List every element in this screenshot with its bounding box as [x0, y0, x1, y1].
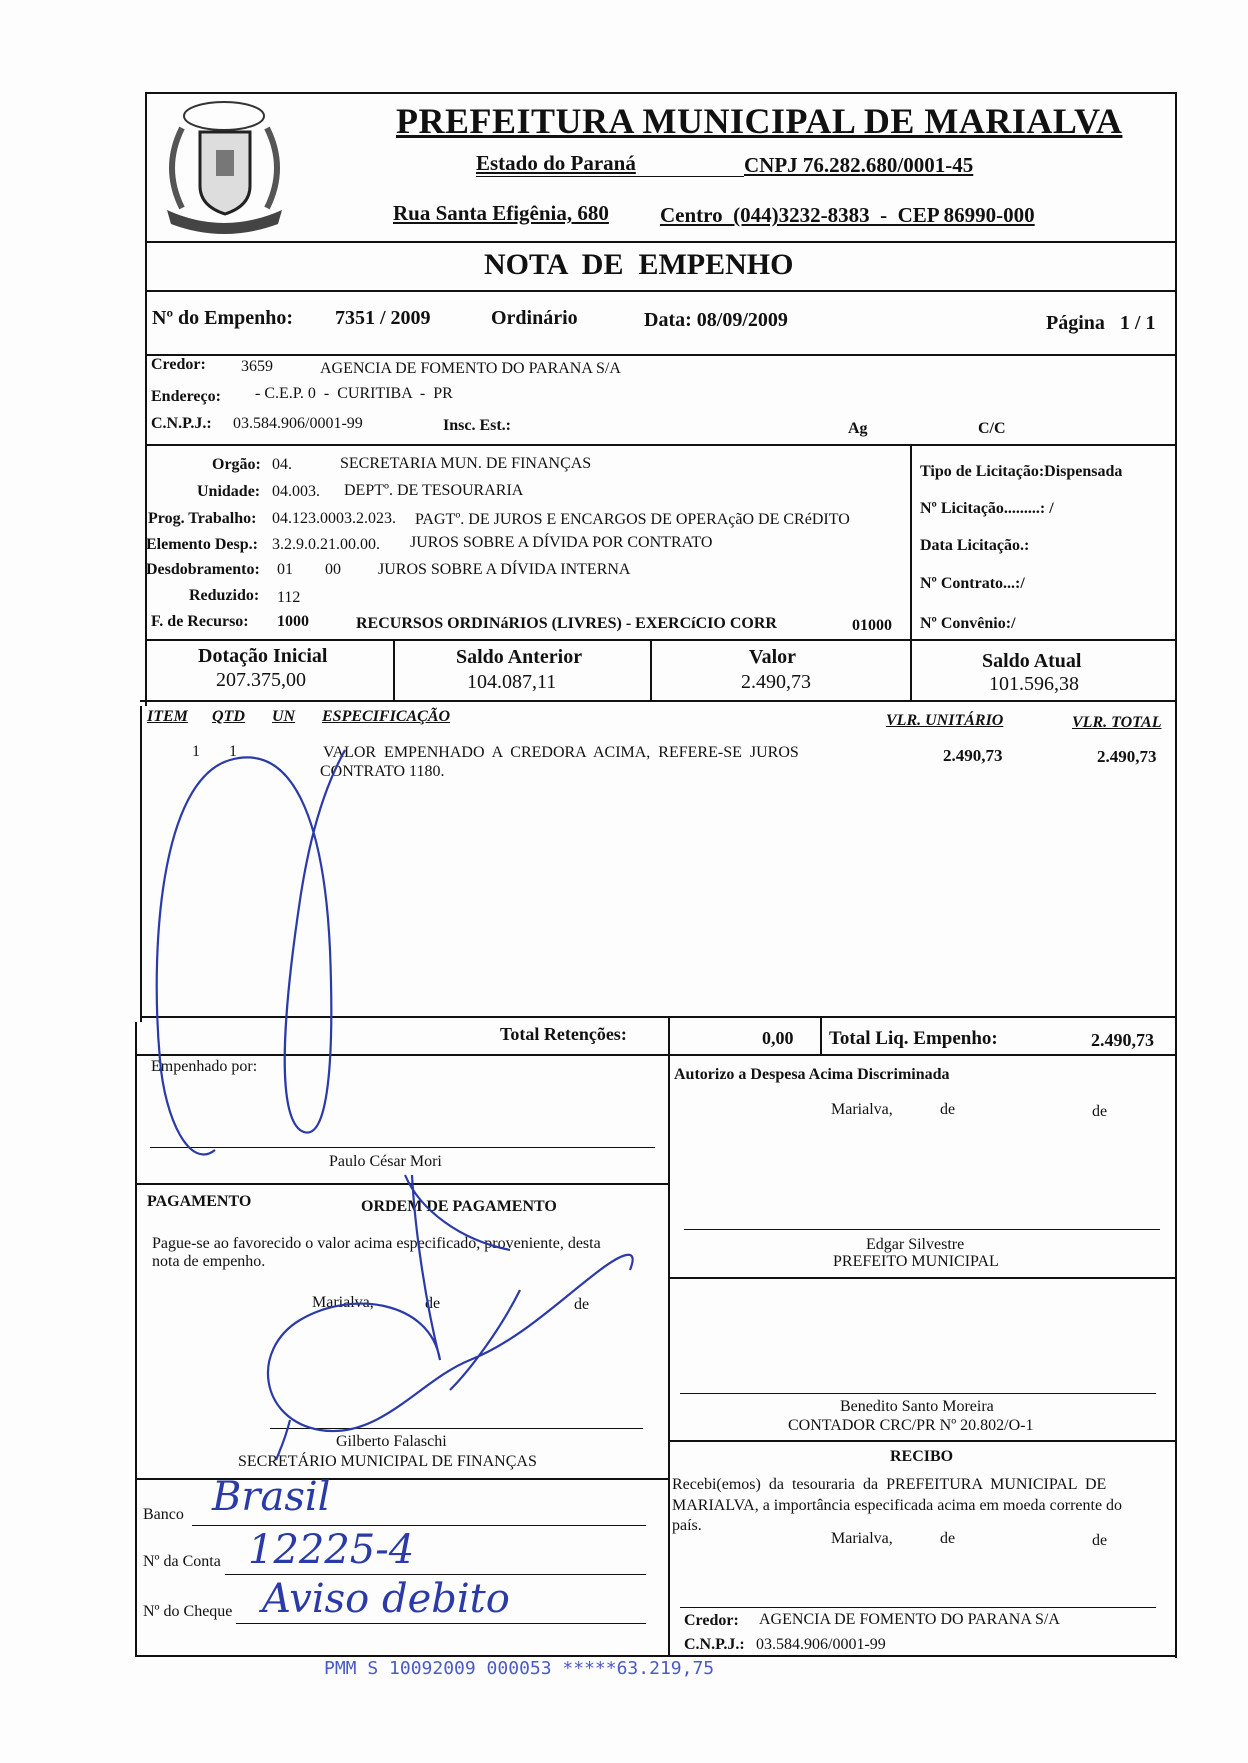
credor-cnpj-label: C.N.P.J.:	[151, 415, 212, 432]
autorizo-title: Autorizo a Despesa Acima Discriminada	[674, 1066, 950, 1083]
rule-10	[668, 1277, 1177, 1279]
row-desc-line1: VALOR EMPENHADO A CREDORA ACIMA, REFERE-SE JUROS	[323, 744, 799, 761]
autorizo-signer: Edgar Silvestre	[866, 1236, 965, 1253]
row-vlr-unitario: 2.490,73	[943, 746, 1003, 765]
pagamento-de-2: de	[574, 1296, 590, 1313]
rule-4	[145, 444, 1177, 446]
unidade-name: DEPTº. DE TESOURARIA	[344, 482, 524, 499]
totals-div-1	[668, 1016, 670, 1056]
pagamento-de-1: de	[425, 1295, 441, 1312]
row-vlr-total: 2.490,73	[1097, 747, 1157, 766]
saldo-atual-label: Saldo Atual	[982, 650, 1082, 672]
state-underline	[476, 176, 744, 177]
orgao-code: 04.	[272, 456, 292, 473]
credor-cnpj: 03.584.906/0001-99	[233, 415, 363, 432]
col-vlr-total: VLR. TOTAL	[1072, 714, 1162, 731]
contrato-number: Nº Contrato...:/	[920, 575, 1025, 592]
col-item: ITEM	[147, 708, 188, 725]
empenhado-label: Empenhado por:	[151, 1058, 258, 1075]
contador-signline	[680, 1393, 1156, 1394]
credor-label: Credor:	[151, 356, 206, 373]
rule-12	[668, 1440, 1177, 1442]
orgao-name: SECRETARIA MUN. DE FINANÇAS	[340, 455, 592, 472]
row-qtd: 1	[229, 743, 237, 760]
banco-line	[192, 1525, 646, 1526]
recibo-credor: AGENCIA DE FOMENTO DO PARANA S/A	[759, 1611, 1060, 1628]
frame-left	[145, 92, 147, 706]
frame-left-bottom	[135, 1022, 137, 1657]
dotacao-label: Dotação Inicial	[198, 645, 328, 667]
coat-of-arms-icon	[152, 98, 297, 236]
rule-5	[145, 639, 1177, 641]
processing-stamp: PMM S 10092009 000053 *****63.219,75	[324, 1658, 715, 1679]
recibo-signline	[680, 1607, 1156, 1608]
empenho-number-label: Nº do Empenho:	[152, 307, 294, 329]
retencoes-label: Total Retenções:	[500, 1024, 627, 1044]
rule-6	[140, 700, 1177, 702]
desdobramento-b: 00	[325, 561, 341, 578]
contador-role: CONTADOR CRC/PR Nº 20.802/O-1	[788, 1417, 1034, 1434]
pagamento-text-1: Pague-se ao favorecido o valor acima especificado, proveniente, desta	[152, 1235, 601, 1252]
licitacao-date: Data Licitação.:	[920, 537, 1030, 554]
retencoes-value: 0,00	[762, 1028, 794, 1048]
banco-value: Brasil	[212, 1474, 331, 1520]
recibo-de-1: de	[940, 1530, 956, 1547]
recibo-text-3: país.	[672, 1517, 702, 1534]
saldo-atual-value: 101.596,38	[989, 673, 1079, 695]
insc-est-label: Insc. Est.:	[443, 417, 512, 434]
ordem-pagamento-label: ORDEM DE PAGAMENTO	[361, 1198, 557, 1215]
desdobramento-label: Desdobramento:	[146, 561, 260, 578]
recurso-number: 01000	[852, 617, 892, 634]
licitacao-number: Nº Licitação.........: /	[920, 500, 1054, 517]
pagamento-text-2: nota de empenho.	[152, 1253, 266, 1270]
empenho-type: Ordinário	[491, 307, 578, 329]
recibo-city: Marialva,	[831, 1530, 893, 1547]
saldo-anterior-label: Saldo Anterior	[456, 646, 583, 668]
document-title: NOTA DE EMPENHO	[484, 248, 794, 281]
state-name: Estado do Paraná	[476, 151, 636, 175]
valor-label: Valor	[749, 646, 797, 668]
credor-address: - C.E.P. 0 - CURITIBA - PR	[255, 385, 453, 402]
frame-right	[1175, 92, 1177, 1658]
valor-value: 2.490,73	[741, 671, 811, 693]
cheque-label: Nº do Cheque	[143, 1603, 233, 1620]
conta-value: 12225-4	[248, 1527, 415, 1573]
cheque-line	[236, 1623, 646, 1624]
rule-3	[145, 354, 1177, 356]
unidade-label: Unidade:	[197, 483, 261, 500]
licitacao-type: Tipo de Licitação:Dispensada	[920, 463, 1123, 480]
recibo-credor-label: Credor:	[684, 1612, 739, 1629]
autorizo-signline	[684, 1229, 1160, 1230]
col-vlr-unitario: VLR. UNITÁRIO	[886, 712, 1004, 729]
recibo-de-2: de	[1092, 1532, 1108, 1549]
frame-top	[145, 92, 1177, 94]
recibo-cnpj-label: C.N.P.J.:	[684, 1636, 745, 1653]
address-contact: Centro (044)3232-8383 - CEP 86990-000	[660, 203, 1035, 227]
agency-label: Ag	[848, 420, 868, 437]
autorizo-city: Marialva,	[831, 1101, 893, 1118]
autorizo-de-2: de	[1092, 1103, 1108, 1120]
convenio-number: Nº Convênio:/	[920, 615, 1016, 632]
institution-title: PREFEITURA MUNICIPAL DE MARIALVA	[396, 101, 1123, 141]
recibo-text-2: MARIALVA, a importância especificada acima em moeda corrente do	[672, 1497, 1123, 1514]
total-liquido-value: 2.490,73	[1091, 1030, 1154, 1050]
pagamento-label: PAGAMENTO	[147, 1193, 252, 1210]
empenhado-signline	[150, 1147, 655, 1148]
lower-divider	[668, 1054, 670, 1657]
banco-label: Banco	[143, 1506, 184, 1523]
rule-2	[145, 290, 1177, 292]
recurso-label: F. de Recurso:	[151, 613, 249, 630]
pagamento-signer: Gilberto Falaschi	[336, 1433, 447, 1450]
prog-trabalho-code: 04.123.0003.2.023.	[272, 510, 396, 527]
pagamento-signline	[270, 1428, 643, 1429]
saldo-anterior-value: 104.087,11	[467, 671, 557, 693]
conta-label: Nº da Conta	[143, 1553, 221, 1570]
recurso-name: RECURSOS ORDINáRIOS (LIVRES) - EXERCíCIO CORR	[356, 615, 777, 632]
row-item: 1	[192, 743, 200, 760]
elemento-code: 3.2.9.0.21.00.00.	[272, 536, 380, 553]
total-liquido-label: Total Liq. Empenho:	[829, 1028, 998, 1049]
autorizo-de-1: de	[940, 1101, 956, 1118]
elemento-name: JUROS SOBRE A DÍVIDA POR CONTRATO	[410, 534, 713, 551]
institution-cnpj: CNPJ 76.282.680/0001-45	[744, 153, 974, 177]
rule-1	[145, 241, 1177, 243]
reduzido-label: Reduzido:	[189, 587, 260, 604]
empenhado-name: Paulo César Mori	[329, 1153, 442, 1170]
empenho-signature	[157, 750, 345, 1154]
rule-9	[135, 1183, 668, 1185]
empenho-number: 7351 / 2009	[335, 307, 431, 329]
reduzido-value: 112	[277, 589, 301, 606]
recibo-title: RECIBO	[890, 1448, 954, 1465]
recibo-cnpj: 03.584.906/0001-99	[756, 1636, 886, 1653]
unidade-code: 04.003.	[272, 483, 320, 500]
totals-div-2	[820, 1016, 822, 1056]
licitacao-divider	[910, 444, 912, 640]
col-qtd: QTD	[212, 708, 245, 725]
col-un: UN	[272, 708, 296, 725]
cheque-value: Aviso debito	[262, 1576, 510, 1622]
dotacao-value: 207.375,00	[216, 669, 306, 691]
frame-bottom	[135, 1655, 1177, 1657]
credor-code: 3659	[241, 358, 273, 375]
page-number: Página 1 / 1	[1046, 312, 1156, 334]
desdobramento-a: 01	[277, 561, 293, 578]
row-desc-line2: CONTRATO 1180.	[320, 763, 445, 780]
address-street: Rua Santa Efigênia, 680	[393, 201, 609, 225]
values-div-2	[650, 639, 652, 701]
desdobramento-name: JUROS SOBRE A DÍVIDA INTERNA	[378, 561, 631, 578]
account-label: C/C	[978, 420, 1006, 437]
rule-8	[135, 1054, 1177, 1056]
empenho-date: Data: 08/09/2009	[644, 309, 788, 331]
rule-7	[140, 1016, 1177, 1018]
elemento-label: Elemento Desp.:	[146, 536, 258, 553]
values-div-3	[910, 639, 912, 701]
credor-name: AGENCIA DE FOMENTO DO PARANA S/A	[320, 360, 621, 377]
orgao-label: Orgão:	[212, 456, 261, 473]
prog-trabalho-name: PAGTº. DE JUROS E ENCARGOS DE OPERAçãO DE CRéDITO	[415, 511, 850, 528]
address-label: Endereço:	[151, 388, 221, 405]
prog-trabalho-label: Prog. Trabalho:	[148, 510, 257, 527]
pagamento-city: Marialva,	[312, 1294, 374, 1311]
pagamento-role: SECRETÁRIO MUNICIPAL DE FINANÇAS	[238, 1453, 537, 1470]
contador-name: Benedito Santo Moreira	[840, 1398, 994, 1415]
finance-signature	[268, 1175, 633, 1460]
autorizo-role: PREFEITO MUNICIPAL	[833, 1253, 999, 1270]
frame-left-lower	[140, 706, 142, 1022]
recurso-code: 1000	[277, 613, 309, 630]
recibo-text-1: Recebi(emos) da tesouraria da PREFEITURA MUNICIPAL DE	[672, 1476, 1107, 1493]
col-especificacao: ESPECIFICAÇÃO	[322, 708, 451, 725]
values-div-1	[393, 639, 395, 701]
conta-line	[225, 1574, 646, 1575]
